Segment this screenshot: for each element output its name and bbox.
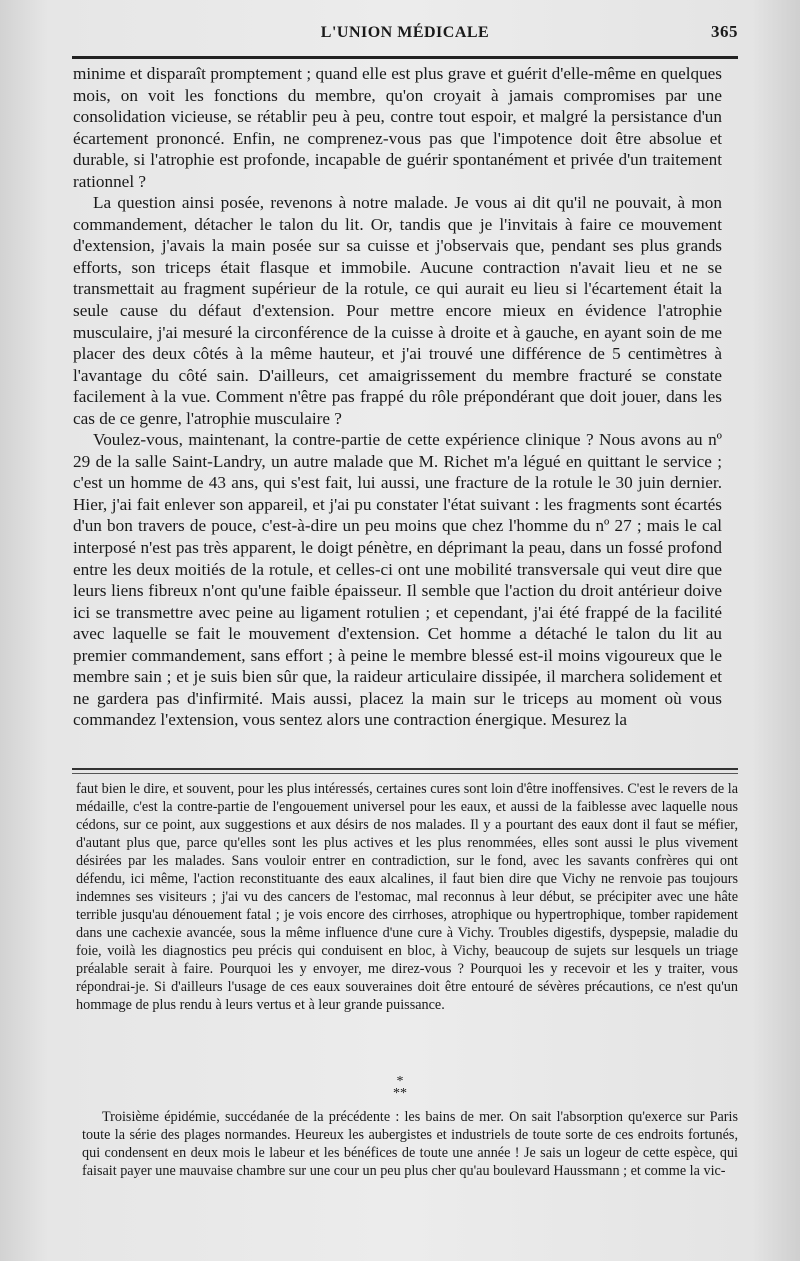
asterism	[0, 1076, 800, 1100]
asterism-top: *	[396, 1074, 404, 1089]
page-number: 365	[711, 22, 738, 41]
paragraph: La question ainsi posée, revenons à notre malade. Je vous ai dit qu'il ne pouvait, à mon commandement, détacher le talon du lit. Or, tandis que je l'invitais à faire ce mouvement d'extension, j'avais la main posée sur sa cuisse et j'observais que, pendant ses plus grands efforts, son triceps était flasque et immobile. Aucune contraction n'avait lieu et ne se transmettait au fragment supérieur de la rotule, ce qui aurait eu lieu si l'écartement était la seule cause du défaut d'extension. Pour mettre encore mieux en évidence l'atrophie musculaire, j'ai mesuré la circonférence de la cuisse à droite et à gauche, en ayant soin de me placer des deux côtés à la même hauteur, et j'ai trouvé une différence de 5 centimètres à l'avantage du côté sain. D'ailleurs, cet amaigrissement du membre fracturé se constate facilement à la vue. Comment n'être pas frappé du rôle prépondérant que doit jouer, dans les cas de ce genre, l'atrophie musculaire ?	[73, 193, 722, 428]
footnote-continuation	[82, 1108, 738, 1180]
footnote-paragraph: Troisième épidémie, succédanée de la précédente : les bains de mer. On sait l'absorption qu'exerce sur Paris toute la série des plages normandes. Heureux les aubergistes et industriels de toute sorte de ces endroits fortunés, qui condensent en deux mois le labeur et les bénéfices de toute une année ! Je sais un logeur de cette espèce, qui faisait payer une mauvaise chambre sur une cour un peu plus cher qu'au boulevard Haussmann ; et comme la vic-	[82, 1109, 738, 1179]
footnote	[76, 780, 738, 1014]
footnote-paragraph: faut bien le dire, et souvent, pour les plus intéressés, certaines cures sont loin d'être inoffensives. C'est le revers de la médaille, c'est la contre-partie de l'engouement universel pour les eaux, et aussi de la faiblesse avec laquelle nous cédons, sur ce point, aux suggestions et aux désirs de nos malades. Il y a pourtant des eaux dont il faut se méfier, d'autant plus que, parce qu'elles sont les plus actives et les plus renommées, elles sont aussi le plus vivement désirées par les malades. Sans vouloir entrer en contradiction, sur le fond, avec les savants confrères qui ont défendu, ici même, l'action reconstituante des eaux alcalines, il faut bien dire que Vichy ne renvoie pas toujours indemnes ses visiteurs ; j'ai vu des cancers de l'estomac, mal reconnus à leur début, se précipiter avec une hâte terrible jusqu'au dénouement fatal ; je vois encore des cirrhoses, atrophique ou hypertrophique, tomber rapidement dans une cachexie avancée, sous la même influence d'une cure à Vichy. Troubles digestifs, dyspepsie, maladie du foie, voilà les diagnostics peu précis qui conduisent en bloc, à Vichy, beaucoup de sujets sur lesquels un triage préalable serait à faire. Pourquoi les y envoyer, me direz-vous ? Pourquoi les y recevoir et les y traiter, vous répondrai-je. Si d'ailleurs l'usage de ces eaux souveraines doit être entouré de sévères précautions, ce n'est qu'un hommage de plus rendu à leurs vertus et à leur grande puissance.	[76, 781, 738, 1013]
footnote-separator	[72, 768, 738, 774]
journal-title: L'UNION MÉDICALE	[320, 24, 490, 41]
running-header	[72, 20, 738, 48]
header-rule	[72, 56, 738, 59]
main-text	[73, 63, 722, 731]
paragraph: minime et disparaît promptement ; quand elle est plus grave et guérit d'elle-même en quelques mois, on voit les fonctions du membre, qu'on croyait à jamais compromises par une consolidation vicieuse, se rétablir peu à peu, contre tout espoir, et malgré la persistance d'un écartement prononcé. Enfin, ne comprenez-vous pas que l'impotence doit être absolue et durable, si l'atrophie est profonde, incapable de guérir spontanément et privée d'un traitement rationnel ?	[73, 64, 722, 191]
paragraph: Voulez-vous, maintenant, la contre-partie de cette expérience clinique ? Nous avons au nº 29 de la salle Saint-Landry, un autre malade que M. Richet m'a légué en quittant le service ; c'est un homme de 43 ans, qui s'est fait, lui aussi, une fracture de la rotule le 30 juin dernier. Hier, j'ai fait enlever son appareil, et j'ai pu constater l'état suivant : les fragments sont écartés d'un bon travers de pouce, c'est-à-dire un peu moins que chez l'homme du nº 27 ; mais le cal interposé n'est pas très apparent, le doigt pénètre, en déprimant la peau, dans un fossé profond entre les deux moitiés de la rotule, et celles-ci ont une mobilité transversale qui veut dire que leurs liens fibreux n'ont qu'une faible épaisseur. Il semble que l'action du droit antérieur doive ici se transmettre avec peine au ligament rotulien ; et cependant, j'ai été frappé de la facilité avec laquelle se fait le mouvement d'extension. Cet homme a détaché le talon du lit au premier commandement, sans effort ; à peine le membre blessé est-il moins vigoureux que le membre sain ; et je suis bien sûr que, la raideur articulaire dissipée, il marchera solidement et ne gardera pas d'infirmité. Mais aussi, placez la main sur le triceps au moment où vous commandez l'extension, vous sentez alors une contraction énergique. Mesurez la	[73, 430, 722, 730]
asterism-bottom: **	[393, 1086, 407, 1101]
